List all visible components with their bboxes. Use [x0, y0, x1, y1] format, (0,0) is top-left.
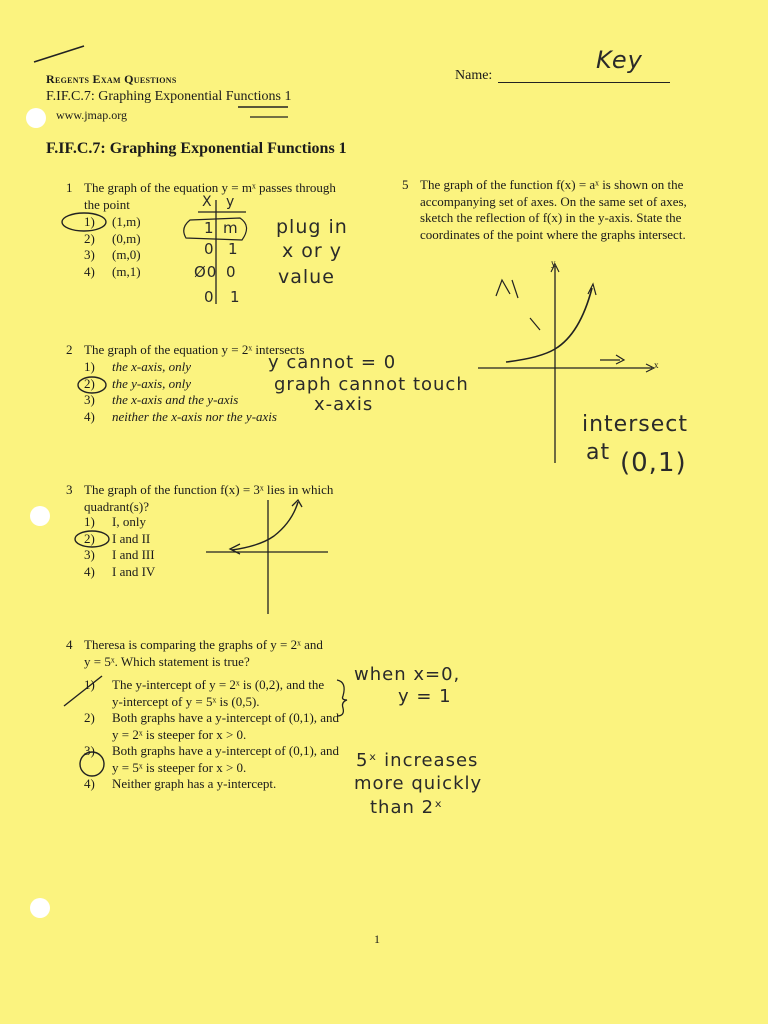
question-stem-cont: y = 5ˣ. Which statement is true? — [84, 653, 250, 669]
source-label: Regents Exam Questions — [46, 72, 177, 86]
q4-note: y = 1 — [398, 686, 452, 707]
page-number: 1 — [374, 932, 380, 946]
option-text-cont: y-intercept of y = 5ˣ is (0,5). — [112, 693, 260, 709]
pen-mark — [30, 40, 90, 70]
option-number: 4) — [84, 563, 95, 579]
option-text: Both graphs have a y-intercept of (0,1), and — [112, 743, 340, 758]
option-text: the x-axis and the y-axis — [112, 392, 239, 407]
source-url: www.jmap.org — [56, 108, 127, 122]
question-stem-cont: the point — [84, 196, 130, 212]
table-cell-x: 1 — [204, 219, 215, 237]
standard-label: F.IF.C.7: Graphing Exponential Functions 1 — [46, 89, 292, 104]
question-stem: The graph of the equation y = mˣ passes through — [84, 180, 336, 195]
option-number: 3) — [84, 247, 95, 262]
option-text: neither the x-axis nor the y-axis — [112, 408, 277, 424]
table-cell-y: 1 — [230, 288, 241, 306]
option-text: I and IV — [112, 563, 156, 579]
q2-note: graph cannot touch — [274, 374, 469, 395]
option-number: 3) — [84, 743, 95, 758]
strike-mark-q4 — [58, 670, 108, 710]
q2-note: x-axis — [314, 394, 374, 415]
option-number: 2) — [84, 530, 95, 546]
question-number: 1 — [66, 180, 73, 195]
option-text: the x-axis, only — [112, 359, 192, 374]
brace-q4 — [333, 676, 353, 720]
question-5 — [402, 177, 702, 243]
question-number: 4 — [66, 637, 73, 652]
question-stem: The graph of the function f(x) = aˣ is shown on the — [420, 177, 684, 192]
q4-note: than 2ˣ — [370, 797, 444, 818]
option-text: (0,m) — [112, 230, 141, 246]
option-number: 4) — [84, 776, 95, 791]
question-stem: Theresa is comparing the graphs of y = 2ˣ and — [84, 637, 323, 652]
option-text: (1,m) — [112, 214, 141, 229]
option-number: 3) — [84, 392, 95, 407]
option-number: 3) — [84, 547, 95, 562]
axis-label-x: x — [654, 360, 659, 370]
option-text: Neither graph has a y-intercept. — [112, 776, 277, 791]
q1-note: plug in — [276, 216, 348, 238]
option-text-cont: y = 2ˣ is steeper for x > 0. — [112, 726, 247, 742]
name-value: Key — [596, 46, 643, 74]
table-cell-x: Ø0 — [194, 263, 218, 281]
option-text: I and II — [112, 530, 151, 546]
option-number: 1) — [84, 214, 95, 229]
q5-note: intersect — [582, 412, 688, 437]
standard-underline — [232, 104, 292, 122]
question-stem-cont: sketch the reflection of f(x) in the y-axis. State the — [420, 210, 682, 225]
question-stem-cont: accompanying set of axes. On the same set of axes, — [420, 193, 687, 209]
question-number: 2 — [66, 342, 73, 357]
axis-label-y: y — [551, 258, 556, 268]
binder-hole-middle — [30, 506, 50, 526]
table-header-x: X — [202, 194, 213, 210]
option-text: Both graphs have a y-intercept of (0,1), and — [112, 710, 340, 725]
option-text: The y-intercept of y = 2ˣ is (0,2), and the — [112, 677, 325, 692]
answer-circle-q1 — [60, 210, 110, 234]
option-text: (m,1) — [112, 263, 141, 279]
question-2-options — [84, 359, 277, 425]
xy-table-lines — [180, 198, 260, 308]
binder-hole-top — [26, 108, 46, 128]
q3-sketch-graph — [200, 494, 340, 618]
option-number: 1) — [84, 677, 95, 692]
q4-note: when x=0, — [354, 664, 461, 685]
table-cell-x: 0 — [204, 240, 215, 258]
answer-circle-q4 — [78, 750, 108, 778]
option-number: 4) — [84, 408, 95, 424]
table-cell-y: 0 — [226, 263, 237, 281]
name-line — [498, 82, 670, 83]
table-cell-y: m — [223, 219, 239, 237]
q1-note: x or y — [282, 240, 343, 262]
question-stem-cont: quadrant(s)? — [84, 498, 149, 514]
q2-note: y cannot = 0 — [268, 352, 397, 373]
option-text: I and III — [112, 547, 155, 562]
table-cell-x: 0 — [204, 288, 215, 306]
question-stem-cont: coordinates of the point where the graphs intersect. — [420, 226, 686, 242]
q5-note: (0,1) — [620, 448, 687, 478]
option-number: 1) — [84, 514, 95, 529]
q4-note: 5ˣ increases — [356, 750, 479, 771]
option-number: 2) — [84, 230, 95, 246]
q1-note: value — [278, 266, 335, 288]
option-number: 4) — [84, 263, 95, 279]
page-title: F.IF.C.7: Graphing Exponential Functions 1 — [46, 140, 347, 157]
q5-axes-graph — [460, 258, 670, 473]
option-number: 1) — [84, 359, 95, 374]
q5-note: at — [586, 440, 611, 465]
name-label: Name: — [455, 68, 493, 83]
q4-note: more quickly — [354, 773, 483, 794]
question-number: 5 — [402, 177, 409, 192]
question-stem: The graph of the equation y = 2ˣ intersects — [84, 342, 305, 357]
option-text-cont: y = 5ˣ is steeper for x > 0. — [112, 759, 247, 775]
question-stem: The graph of the function f(x) = 3ˣ lies in which — [84, 482, 334, 497]
option-text: the y-axis, only — [112, 375, 192, 391]
option-text: (m,0) — [112, 247, 141, 262]
question-4-options — [84, 677, 339, 793]
answer-circle-q3 — [72, 528, 112, 550]
table-cell-y: 1 — [228, 240, 239, 258]
answer-circle-q2 — [76, 374, 110, 396]
question-4 — [66, 637, 323, 670]
option-number: 2) — [84, 710, 95, 725]
table-header-y: y — [226, 194, 236, 210]
question-number: 3 — [66, 482, 73, 497]
option-number: 2) — [84, 375, 95, 391]
option-text: I, only — [112, 514, 146, 529]
binder-hole-bottom — [30, 898, 50, 918]
